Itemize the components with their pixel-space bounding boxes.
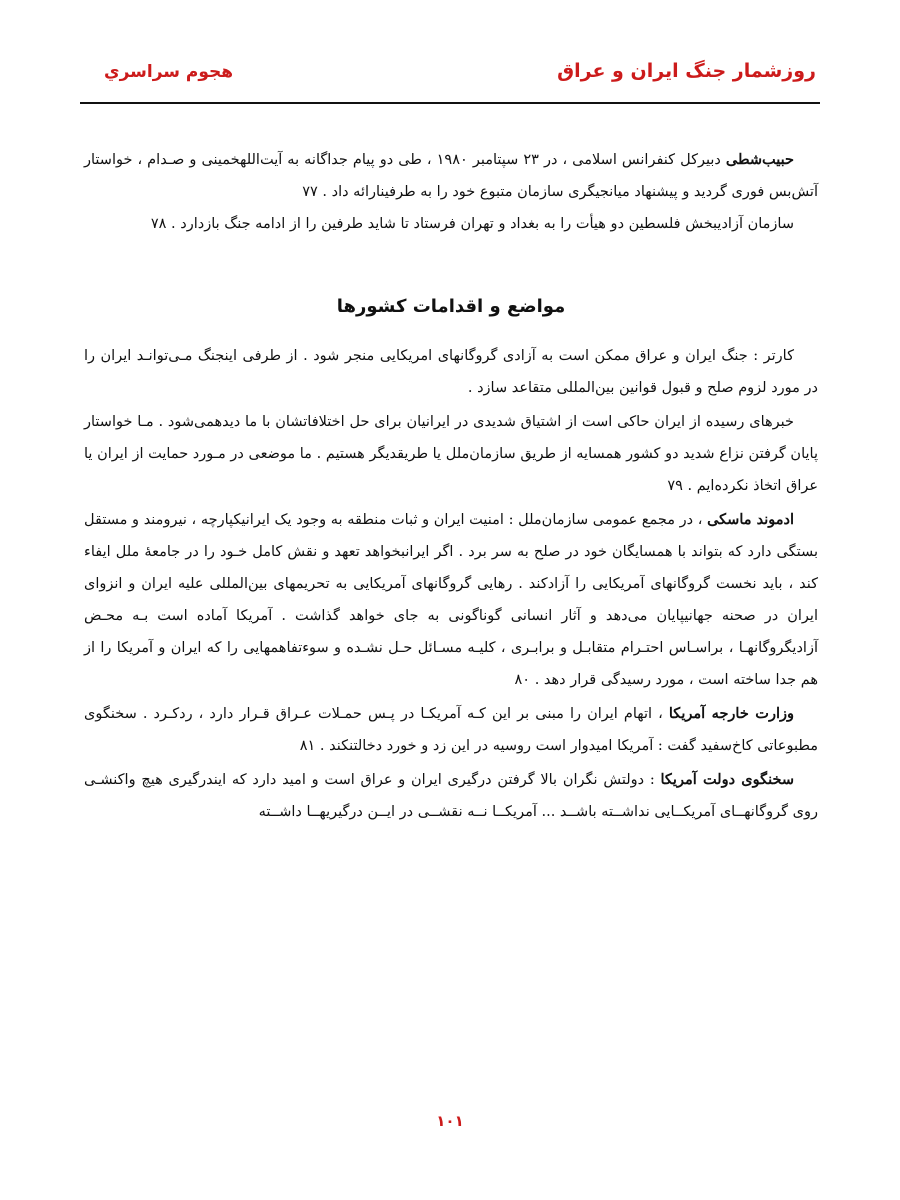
paragraph-state-department [84, 698, 818, 762]
paragraph-text: ، اتهام ایران را مبنی بر این کـه آمریکـا در پـس حمـلات عـراق قـرار دارد ، ردکـرد . سخنگوی مطبوعاتی کاخ‌سفید گفت : آمریکا امیدوار است روسیه در این زد و خورد دخالتنکند . ۸۱ [84, 706, 818, 754]
organization-name: وزارت خارجه آمریکا [668, 705, 794, 722]
chapter-title: هجوم سراسري [104, 62, 234, 82]
page-header [80, 52, 820, 104]
paragraph-text: ، در مجمع عمومی سازمان‌ملل : امنیت ایران و ثبات منطقه به وجود یک ایرانیکپارچه ، نیرومند و مستقل بستگی دارد که بتواند با همسایگان خود در صلح به سر برد . اگر ایرانبخواهد تعهد و نقش کامل خـود را در جامعهٔ ملل ایفاء کند ، باید نخست گروگانهای آمریکایی را آزادکند . رهایی گروگانهای آمریکایی به تحریمهای بین‌المللی علیه ایران و انزوای ایران در صحنه جهانیپایان می‌دهد و آثار انسانی گوناگونی به جای خواهد گذاشت . آمریکا آماده است بـه محـض آزادیگروگانهـا ، براسـاس احتـرام متقابـل و برابـری ، کلیـه مسـائل حـل نشـده و سوءتفاهمهایی را که ایران و آمریکا را از هم جدا ساخته است ، مورد رسیدگی قرار دهد . ۸۰ [84, 512, 818, 688]
paragraph-text: دبیرکل کنفرانس اسلامی ، در ۲۳ سپتامبر ۱۹۸۰ ، طی دو پیام جداگانه به آیت‌اللهخمینی و صـدام ، خواستار آتش‌بس فوری گردید و پیشنهاد میانجیگری سازمان متبوع خود را به طرفینارائه داد . ۷۷ [84, 152, 818, 200]
paragraph-spokesman [84, 764, 818, 828]
paragraph-text: : دولتش نگران بالا گرفتن درگیری ایران و عراق است و امید دارد که ایندرگیری هیچ واکنشـی روی گروگانهــای آمریکــایی نداشــته باشــد ... آمریکــا نــه نقشــی در ایــن درگیریهــا داشــته [84, 772, 818, 820]
person-name: حبیب‌شطی [725, 151, 794, 168]
paragraph-muskie [84, 504, 818, 696]
section-heading: مواضع و اقدامات کشورها [336, 296, 566, 317]
person-name: ادموند ماسکی [707, 511, 794, 528]
paragraph-news: خبرهای رسیده از ایران حاکی است از اشتیاق شدیدی در ایرانیان برای حل اختلافاتشان با ما دیدهمی‌شود . مـا خواستار پایان گرفتن نزاع شدید دو کشور همسایه از طریق سازمان‌ملل یا طریقدیگر هستیم . ما موضعی در مـورد حمایت از ایران یا عراق اتخاذ نکرده‌ایم . ۷۹ [84, 414, 818, 494]
main-block [84, 340, 818, 828]
intro-block [84, 144, 818, 240]
paragraph-plo: سازمان آزادیبخش فلسطین دو هیأت را به بغداد و تهران فرستاد تا شاید طرفین را از ادامه جنگ بازدارد . ۷۸ [150, 216, 794, 232]
paragraph-carter: کارتر : جنگ ایران و عراق ممکن است به آزادی گروگانهای امریکایی منجر شود . از طرفی اینجنگ مـی‌توانـد ایران را در مورد لزوم صلح و قبول قوانین بین‌المللی متقاعد سازد . [84, 348, 818, 396]
page-number: ۱۰۱ [436, 1112, 464, 1130]
book-title: روزشمار جنگ ایران و عراق [557, 60, 816, 82]
paragraph-habib-shatti [84, 144, 818, 208]
organization-name: سخنگوی دولت آمریکا [660, 771, 794, 788]
